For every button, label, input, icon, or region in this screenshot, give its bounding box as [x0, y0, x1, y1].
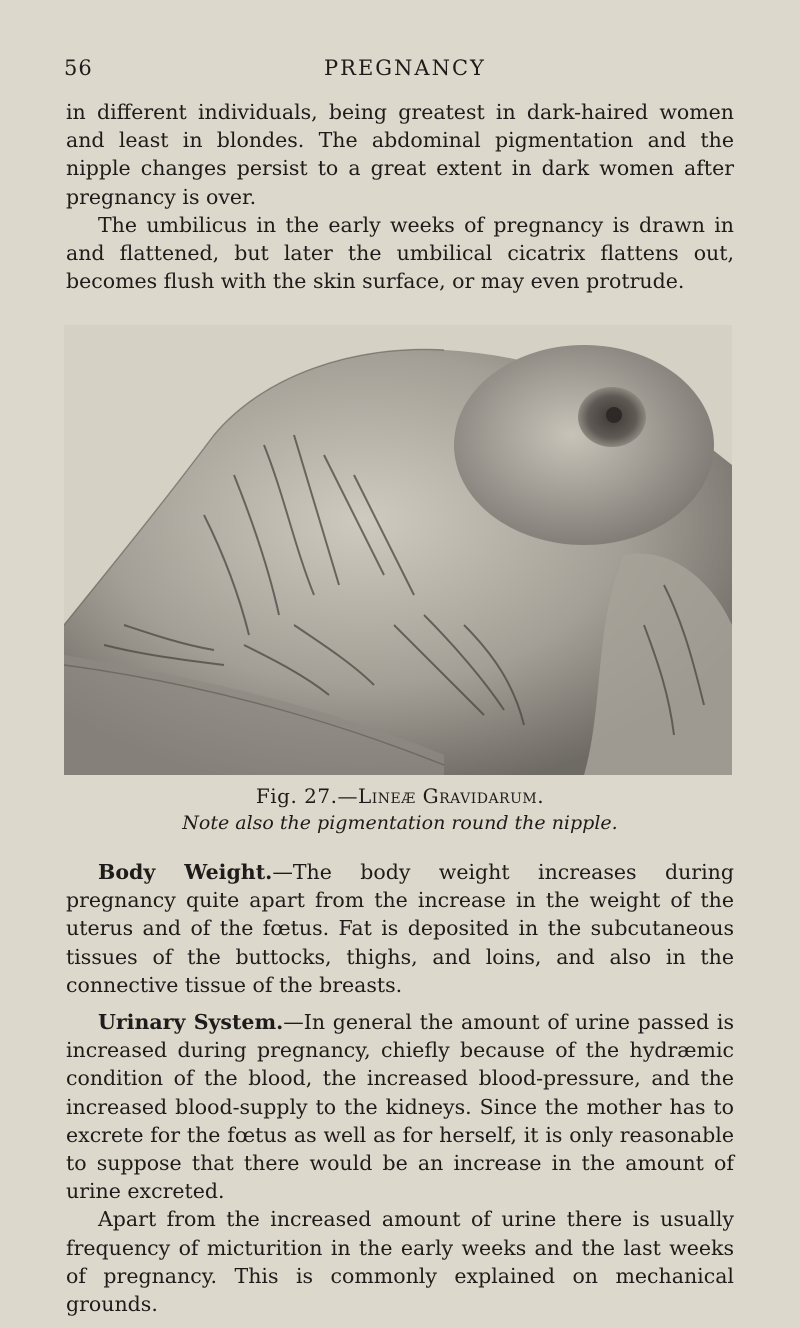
- section-body-weight: [66, 858, 734, 999]
- abdomen-engraving: [64, 325, 732, 775]
- section-heading: Urinary System.: [98, 1010, 284, 1034]
- figure-illustration: [64, 325, 732, 775]
- paragraph-umbilicus: The umbilicus in the early weeks of pregnancy is drawn in and flattened, but later the umbilical cicatrix flattens out, becomes flush with the skin surface, or may even protrude.: [66, 212, 734, 294]
- page-header: [64, 52, 736, 86]
- figure-caption: [0, 784, 800, 808]
- figure-number: Fig. 27.—: [255, 784, 358, 808]
- running-head: PREGNANCY: [324, 56, 486, 80]
- section-text: —In general the amount of urine passed is increased during pregnancy, chiefly because of the hydræmic condition of the blood, the increased blood-pressure, and the increased blood-supply to the kidneys. Since the mother has to excrete for the fœtus as well as for herself, it is only reasonable to suppose that there would be an increase in the amount of urine excreted.: [66, 1010, 734, 1204]
- section-text: —The body weight increases during pregnancy quite apart from the increase in the weight of the uterus and of the fœtus. Fat is deposited in the subcutaneous tissues of the buttocks, thighs, and loins, and also in the connective tissue of the breasts.: [66, 860, 734, 997]
- paragraph-micturition: Apart from the increased amount of urine there is usually frequency of micturition in the early weeks and the last weeks of pregnancy. This is commonly explained on mechanical grounds.: [66, 1207, 734, 1317]
- figure-note: Note also the pigmentation round the nipple.: [182, 812, 618, 834]
- figure-title: Lineæ Gravidarum.: [358, 784, 545, 808]
- page-number: 56: [64, 56, 93, 80]
- opening-text: [66, 98, 734, 295]
- paragraph-body-weight: [66, 858, 734, 999]
- section-urinary-system: [66, 1008, 734, 1318]
- paragraph-urinary: [66, 1008, 734, 1205]
- paragraph-continued: in different individuals, being greatest in dark-haired women and least in blondes. The abdominal pigmentation and the nipple changes persist to a great extent in dark women after pregnancy is over.: [66, 100, 734, 209]
- section-heading: Body Weight.: [98, 860, 273, 884]
